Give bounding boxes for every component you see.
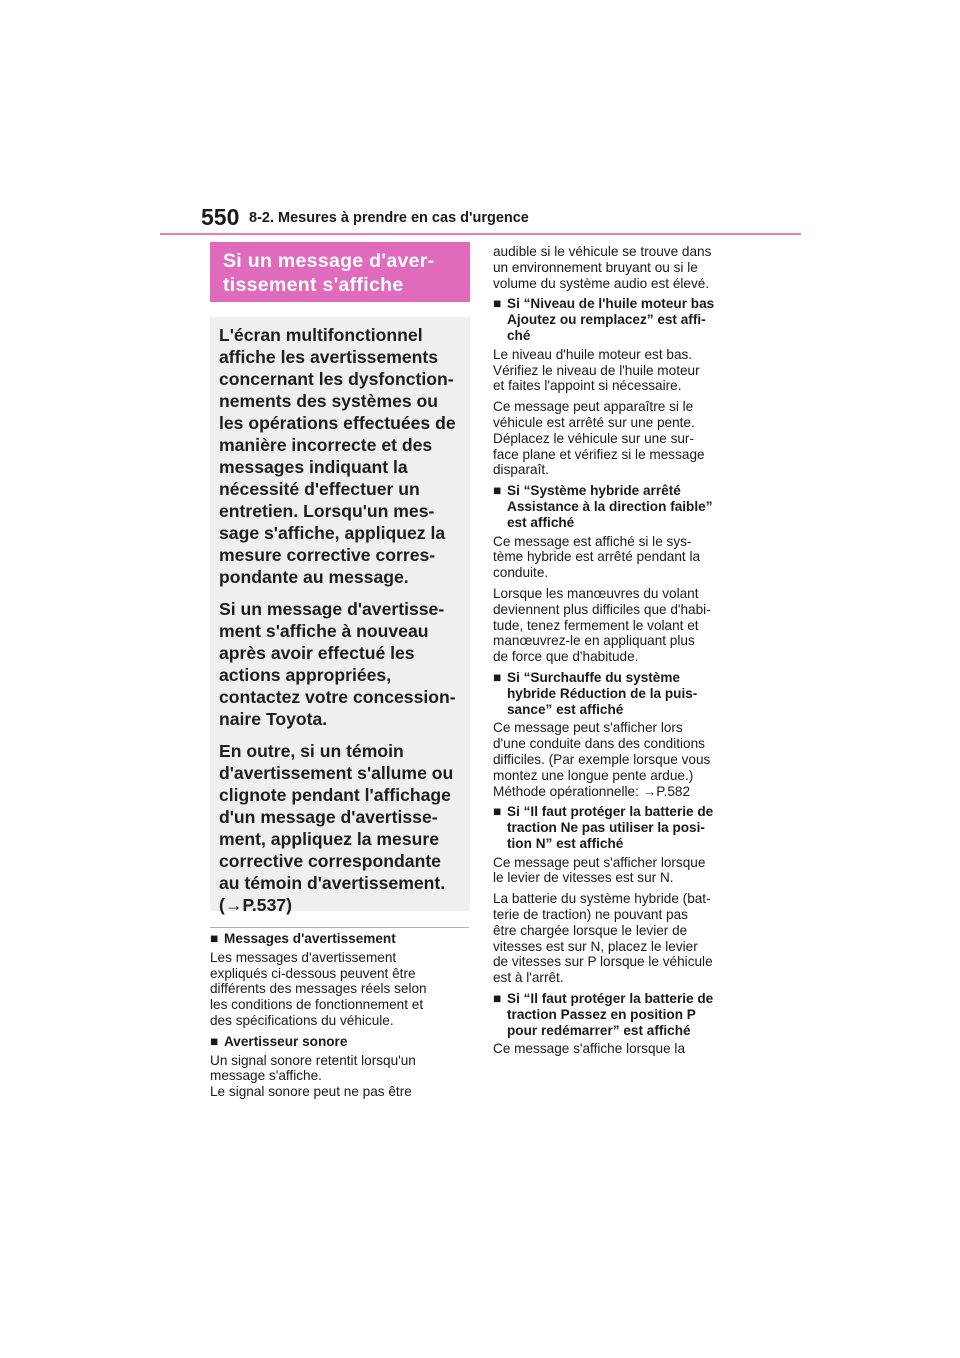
heading-text: Avertisseur sonore xyxy=(224,1033,348,1049)
intro-divider xyxy=(210,927,469,928)
page-number: 550 xyxy=(201,204,240,230)
heading-text: Si “Surchauffe du système hybride Réduction de la puis- sance” est affiché xyxy=(507,669,698,717)
body-paragraph: La batterie du système hybride (bat- terie de traction) ne pouvant pas être chargée lorsque le levier de vitesses est sur N, placez le levier de vitesses sur P lorsque le véhicule est à l'arrêt. xyxy=(493,891,713,986)
subsection-heading xyxy=(210,1034,472,1050)
heading-text: Si “Il faut protéger la batterie de traction Passez en position P pour redémarrer” est affiché xyxy=(507,991,714,1038)
heading-text: Si “Il faut protéger la batterie de traction Ne pas utiliser la posi- tion N” est affiché xyxy=(507,804,714,851)
square-bullet-icon: ■ xyxy=(493,991,502,1007)
subsection-heading xyxy=(493,483,763,530)
subsection-heading xyxy=(493,991,763,1038)
intro-box xyxy=(210,317,470,915)
square-bullet-icon: ■ xyxy=(210,931,219,946)
subsection-heading xyxy=(493,296,763,343)
intro-paragraph: Si un message d'avertisse- ment s'affiche à nouveau après avoir effectué les actions appropriées, contactez votre concession- naire Toyota. xyxy=(219,599,456,729)
left-column xyxy=(210,931,472,1105)
subsection-heading xyxy=(493,670,763,717)
body-paragraph: Ce message peut apparaître si le véhicule est arrêté sur une pente. Déplacez le véhicule sur une sur- face plane et vérifiez si le message disparaît. xyxy=(493,399,705,478)
intro-paragraph: En outre, si un témoin d'avertissement s'allume ou clignote pendant l'affichage d'un message d'avertisse- ment, appliquez la mesure corrective correspondante au témoin d'avertissement. (→P.537) xyxy=(219,741,454,915)
square-bullet-icon: ■ xyxy=(493,669,502,685)
section-banner xyxy=(210,242,470,302)
header-divider xyxy=(160,233,801,235)
subsection-heading xyxy=(210,931,472,947)
heading-text: Messages d'avertissement xyxy=(224,931,396,946)
body-paragraph: Ce message s'affiche lorsque la xyxy=(493,1041,686,1057)
square-bullet-icon: ■ xyxy=(493,483,502,499)
body-paragraph: Ce message est affiché si le sys- tème hybride est arrêté pendant la conduite. xyxy=(493,533,701,581)
banner-line-2: tissement s'affiche xyxy=(223,274,404,296)
heading-text: Si “Niveau de l'huile moteur bas Ajoutez ou remplacez” est affi- ché xyxy=(507,296,715,343)
square-bullet-icon: ■ xyxy=(493,804,502,820)
square-bullet-icon: ■ xyxy=(493,296,502,312)
banner-line-1: Si un message d'aver- xyxy=(223,250,435,272)
body-paragraph: Lorsque les manœuvres du volant deviennent plus difficiles que d'habi- tude, tenez fermement le volant et manœuvrez-le en appliquant plus de force que d'habitude. xyxy=(493,585,711,665)
body-paragraph: Ce message peut s'afficher lors d'une conduite dans des conditions difficiles. (Par exemple lorsque vous montez une longue pente ardue.) Méthode opérationnelle: →P.582 xyxy=(493,720,711,799)
body-paragraph: Ce message peut s'afficher lorsque le levier de vitesses est sur N. xyxy=(493,854,706,886)
right-column xyxy=(493,244,763,1062)
body-paragraph: Le niveau d'huile moteur est bas. Vérifiez le niveau de l'huile moteur et faites l'appoint si nécessaire. xyxy=(493,346,700,394)
continuation-paragraph: audible si le véhicule se trouve dans un environnement bruyant ou si le volume du système audio est élevé. xyxy=(493,244,712,291)
subsection-heading xyxy=(493,804,763,851)
body-paragraph: Un signal sonore retentit lorsqu'un message s'affiche. Le signal sonore peut ne pas être xyxy=(210,1052,416,1100)
section-title: 8-2. Mesures à prendre en cas d'urgence xyxy=(249,210,529,226)
body-paragraph: Les messages d'avertissement expliqués ci-dessous peuvent être différents des messages réels selon les conditions de fonctionnement et des spécifications du véhicule. xyxy=(210,949,427,1028)
intro-paragraph: L'écran multifonctionnel affiche les avertissements concernant les dysfonction- nements des systèmes ou les opérations effectuées de manière incorrecte et des messages indiquant la nécessité d'effectuer un entretien. Lorsqu'un mes- sage s'affiche, appliquez la mesure corrective corres- pondante au message. xyxy=(219,325,456,587)
square-bullet-icon: ■ xyxy=(210,1033,219,1049)
heading-text: Si “Système hybride arrêté Assistance à la direction faible” est affiché xyxy=(507,483,713,530)
